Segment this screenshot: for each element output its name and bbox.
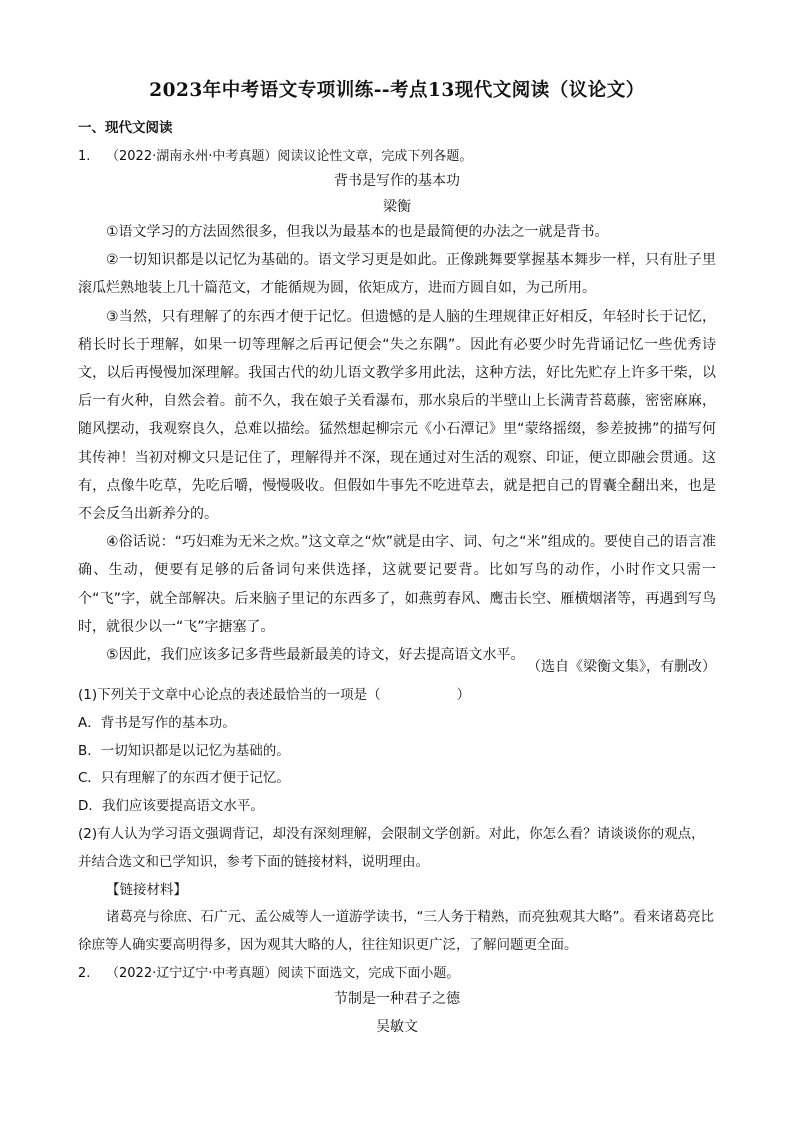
article-title: 背书是写作的基本功	[334, 173, 460, 189]
option-d: D．我们应该要提高语文水平。	[78, 798, 264, 815]
option-b: B．一切知识都是以记忆为基础的。	[78, 742, 290, 759]
paragraph: ④俗话说：“巧妇难为无米之炊。”这文章之“炊”就是由字、词、句之“米”组成的。要使自己的语言准确、生动，便要有足够的后备词句来供选择，这就要记要背。比如写鸟的动作，小时作文只需一个“飞”字，就全部解决。后来脑子里记的东西多了，如燕剪春风、鹰击长空、雁横烟渚等，再遇到写鸟时，就很少以一“飞”字搪塞了。	[78, 534, 716, 635]
paragraph: ⑤因此，我们应该多记多背些最新最美的诗文，好去提高语文水平。	[106, 647, 525, 664]
question-1-header	[78, 145, 472, 164]
subquestion-1-stem: (1)下列关于文章中心论点的表述最恰当的一项是（ ）	[78, 687, 471, 703]
article-body	[78, 218, 716, 669]
paragraph: ③当然，只有理解了的东西才便于记忆。但遗憾的是人脑的生理规律正好相反，年轻时长于记忆，稍长时长于理解，如果一切等理解之后再记便会“失之东隅”。因此有必要少时先背诵记忆一些优秀诗文，以后再慢慢加深理解。我国古代的幼儿语文教学多用此法，这种方法，好比先贮存上许多干柴，以后一有火种，自然会着。前不久，我在娘子关看瀑布，那水泉后的半壁山上长满青苔葛藤，密密麻麻，随风摆动，我观察良久，总难以描绘。猛然想起柳宗元《小石潭记》里“蒙络摇缀，参差披拂”的描写何其传神！当初对柳文只是记住了，理解得并不深，现在通过对生活的观察、印证，便立即融会贯通。这有，点像牛吃草，先吃后嚼，慢慢吸收。但假如牛事先不吃进草去，就是把自己的胃囊全翻出来，也是不会反刍出新养分的。	[78, 308, 716, 523]
article-author: 吴敏文	[376, 1019, 418, 1035]
question-number: 1.	[78, 149, 91, 164]
question-2-header	[78, 962, 459, 981]
link-material-label: 【链接材料】	[106, 881, 187, 898]
question-1-subquestions	[78, 682, 716, 960]
paragraph: ①语文学习的方法固然很多，但我以为最基本的也是最简便的办法之一就是背书。	[106, 224, 609, 240]
question-intro: （2022·湖南永州·中考真题）阅读议论性文章，完成下列各题。	[106, 149, 473, 164]
link-material-text: 诸葛亮与徐庶、石广元、孟公威等人一道游学读书，“三人务于精熟，而亮独观其大略”。看来诸葛亮比徐庶等人确实要高明得多，因为观其大略的人，往往知识更广泛，了解问题更全面。	[78, 909, 714, 954]
article-source: （选自《梁衡文集》，有删改）	[527, 659, 716, 675]
subquestion-2-stem: (2)有人认为学习语文强调背记，却没有深刻理解，会限制文学创新。对此，你怎么看？请谈谈你的观点，并结合选文和已学知识，参考下面的链接材料，说明理由。	[78, 825, 705, 870]
option-a: A．背书是写作的基本功。	[78, 714, 236, 731]
section-heading: 一、现代文阅读	[78, 120, 173, 136]
question-number: 2.	[78, 966, 91, 981]
page-title: 2023年中考语文专项训练--考点13现代文阅读（议论文）	[149, 80, 645, 101]
article-author: 梁衡	[383, 199, 411, 215]
question-intro: （2022·辽宁辽宁·中考真题）阅读下面选文，完成下面小题。	[106, 966, 460, 981]
option-c: C．只有理解了的东西才便于记忆。	[78, 770, 290, 787]
paragraph: ②一切知识都是以记忆为基础的。语文学习更是如此。正像跳舞要掌握基本舞步一样，只有肚子里滚瓜烂熟地装上几十篇范文，才能循规为圆，依矩成方，进而方圆自如，为己所用。	[78, 252, 716, 297]
article-title: 节制是一种君子之德	[334, 991, 460, 1007]
